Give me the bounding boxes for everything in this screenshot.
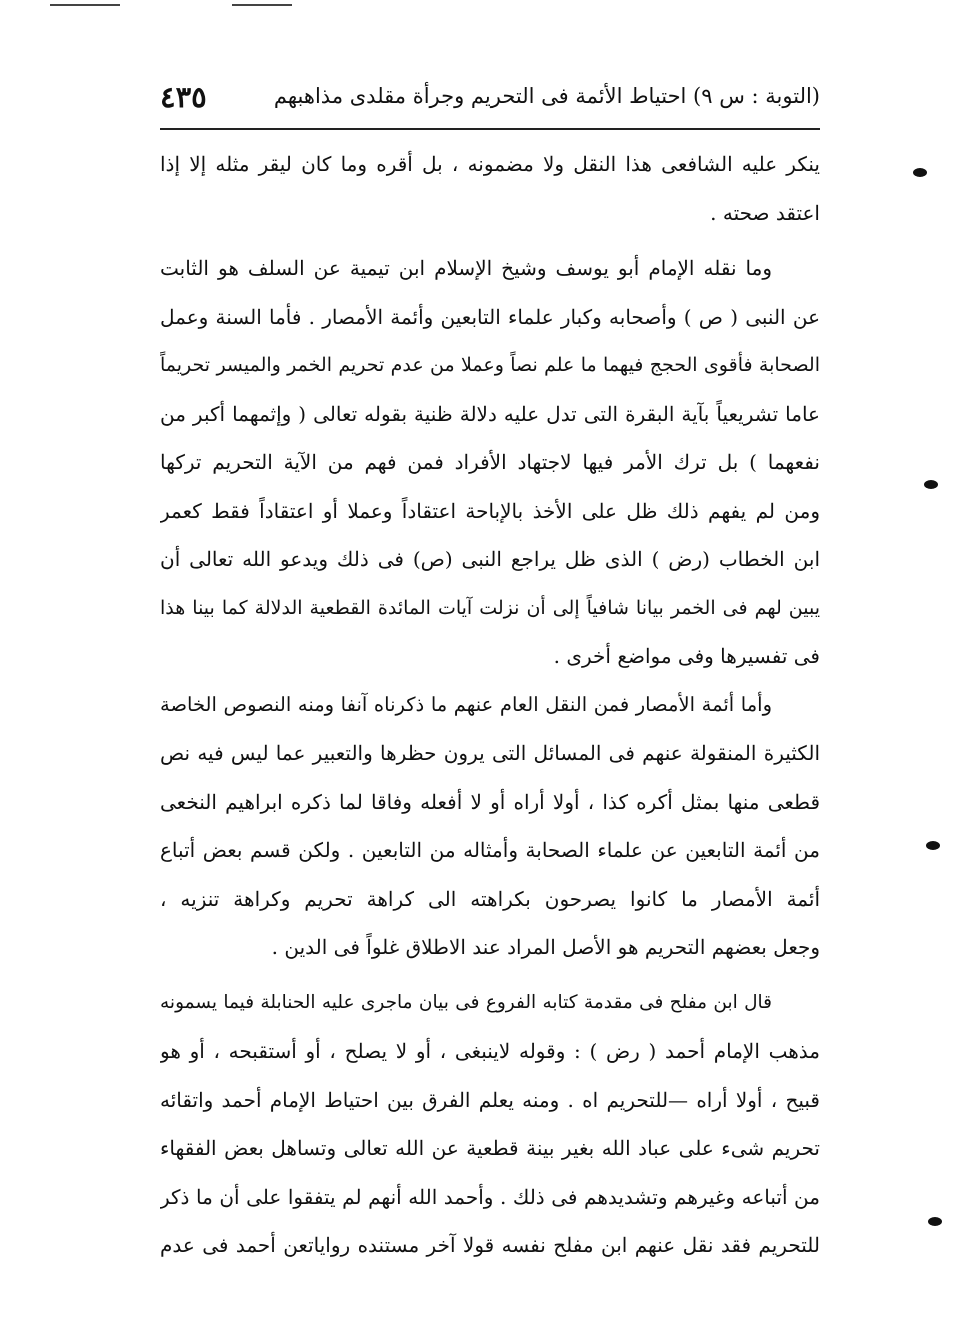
paragraph: [160, 681, 820, 972]
running-title: (التوبة : س ٩) احتياط الأئمة فى التحريم وجرأة مقلدى مذاهبهم: [273, 84, 820, 108]
margin-marker: [928, 1217, 942, 1226]
margin-marker: [926, 841, 940, 850]
text-line: الكثيرة المنقولة عنهم فى المسائل التى يرون حظرها والتعبير عما ليس فيه نص: [160, 741, 820, 765]
text-line: مذهب الإمام أحمد ( رض ) : وقوله لاينبغى ، أو لا يصلح ، أو أستقبحه ، أو هو: [160, 1039, 820, 1063]
page-header: [160, 80, 820, 124]
paragraph: [160, 140, 820, 237]
text-line: قطعى منها بمثل أكره كذا ، أولا أراه أو لا أفعله وفاقا لما ذكره ابراهيم النخعى: [160, 789, 820, 814]
text-line: اعتقد صحته .: [710, 200, 820, 225]
paragraph: [160, 244, 820, 681]
margin-marker: [924, 480, 938, 489]
text-line: ينكر عليه الشافعى هذا النقل ولا مضمونه ، بل أقره وما كان ليقر مثله إلا إذا: [160, 152, 820, 176]
text-line: وجعل بعضهم التحريم هو الأصل المراد عند الاطلاق غلواً فى الدين .: [271, 935, 820, 959]
text-line: يبين لهم فى الخمر بيانا شافياً إلى أن نزلت آيات المائدة القطعية الدلالة كما بينا هذا: [160, 596, 820, 619]
text-line: عاما تشريعياً بآية البقرة التى تدل عليه دلالة ظنية بقوله تعالى ( وإثمهما أكبر من: [160, 401, 820, 426]
text-line: ابن الخطاب (رض ) الذى ظل يراجع النبى (ص) فى ذلك ويدعو الله تعالى أن: [160, 547, 820, 571]
text-line: تحريم شىء على عباد الله بغير بينة قطعية عن الله تعالى وتساهل بعض الفقهاء: [160, 1136, 820, 1160]
text-line: أئمة الأمصار ما كانوا يصرحون بكراهته الى كراهة تحريم وكراهة تنزيه ،: [160, 886, 820, 911]
header-rule: [160, 128, 820, 130]
scan-artifact: [232, 4, 292, 6]
text-line: الصحابة فأقوى الحجج فيهما ما علم نصاً وعملا من عدم تحريم الخمر والميسر تحريماً: [160, 354, 820, 376]
text-line: للتحريم فقد نقل عنهم ابن مفلح نفسه قولا آخر مستنده رواياتعن أحمد فى عدم: [160, 1233, 820, 1257]
text-line: من أتباعه وغيرهم وتشديدهم فى ذلك . وأحمد الله أنهم لم يتفقوا على أن ما ذكر: [160, 1184, 820, 1209]
text-line: فى تفسيرها وفى مواضع أخرى .: [553, 644, 820, 668]
text-line: وأما أئمة الأمصار فمن النقل العام عنهم ما ذكرناه آنفا ومنه النصوص الخاصة: [160, 692, 772, 716]
page-number: ٤٣٥: [160, 80, 207, 114]
text-line: وما نقله الإمام أبو يوسف وشيخ الإسلام ابن تيمية عن السلف هو الثابت: [160, 256, 772, 280]
text-line: عن النبى ( ص ) وأصحابه وكبار علماء التابعين وأئمة الأمصار . فأما السنة وعمل: [160, 304, 820, 329]
scan-artifact: [50, 4, 120, 6]
margin-marker: [913, 168, 927, 177]
text-line: نفعهما ) بل ترك الأمر فيها لاجتهاد الأفراد فمن فهم من الآية التحريم تركها: [160, 450, 820, 474]
text-line: قال ابن مفلح فى مقدمة كتابه الفروع فى بيان ماجرى عليه الحنابلة فيما يسمونه: [160, 991, 772, 1013]
text-line: قبيح ، أولا أراه —للتحريم اه . ومنه يعلم الفرق بين احتياط الإمام أحمد واتقائه: [160, 1087, 820, 1112]
body-text: [160, 140, 820, 1270]
text-line: من أئمة التابعين عن علماء الصحابة وأمثاله من التابعين . ولكن قسم بعض أتباع: [160, 838, 820, 862]
paragraph: [160, 979, 820, 1270]
text-line: ومن لم يفهم ذلك ظل على الأخذ بالإباحة اعتقاداً وعملا أو اعتقاداً فقط كعمر: [160, 498, 820, 523]
